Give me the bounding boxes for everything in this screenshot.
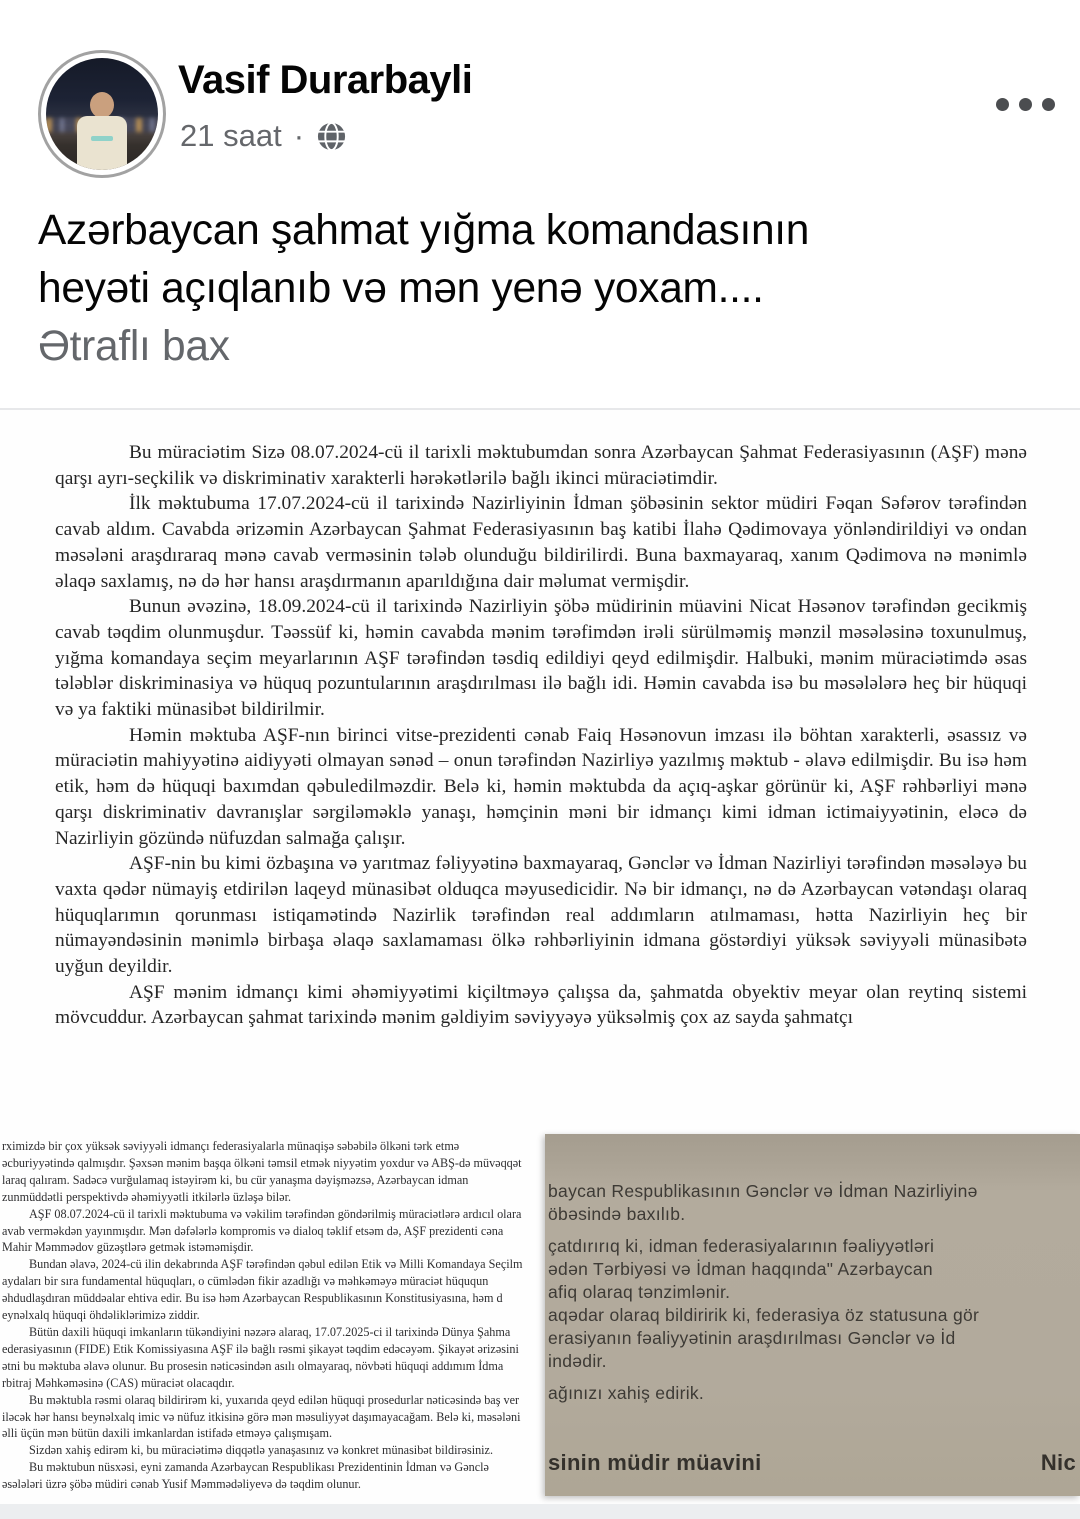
letter-line: ederasiyasının (FIDE) Etik Komissiyasına AŞF ilə bağlı rəsmi şikayət təqdim edəcəyəm. Şikayət ərizəsini (2, 1341, 519, 1356)
letter-line: Bundan əlavə, 2024-cü ilin dekabrında AŞF tərəfindən qəbul edilən Etik və Milli Komandaya Seçilm (29, 1257, 523, 1272)
letter-paragraph: AŞF mənim idmançı kimi əhəmiyyətimi kiçiltməyə çalışsa da, şahmatda obyektiv meyar olan reytinq sistemi mövcuddur. Azərbaycan şahmat tarixində mənim gəldiyim səviyyəyə yüksəlmiş çox az sayda şahmatçı (55, 981, 1027, 1029)
public-globe-icon (316, 121, 347, 152)
letter-line: iləcək hər hansı beynəlxalq imic və nüfuz itkisinə görə mən məsuliyyət daşımayacağam. Belə ki, məsələni (2, 1409, 521, 1424)
see-more-link[interactable]: Ətraflı bax (38, 323, 230, 370)
letter-line: Bu məktubun nüsxəsi, eyni zamanda Azərbaycan Respublikası Prezidentinin İdman və Gənclə (29, 1460, 489, 1475)
letter-paragraph: Həmin məktuba AŞF-nın birinci vitse-prezidenti cənab Faiq Həsənovun imzası ilə böhtan xarakterli, əsassız və müraciətin mahiyyətinə aidiyyəti olmayan sənəd – onun tərəfindən Nazirliyə yazılmış məktub - əlavə edilmişdir. Bu isə həm etik, həm də hüquqi baxımdan qəbuledilməzdir. Belə ki, həmin məktubda da açıq-aşkar görünür ki, AŞF rəhbərliyi mənə qarşı diskriminativ davranışlar sərgiləməklə yanaşı, həmçinin məni bir idmançı kimi idman ictimaiyyətinin, eləcə də Nazirliyin gözündə nüfuzdan salmağa çalışır. (55, 724, 1027, 849)
avatar[interactable] (38, 50, 166, 178)
letter-paragraph: Bunun əvəzinə, 18.09.2024-cü il tarixində Nazirliyin şöbə müdirinin müavini Nicat Həsənov tərəfindən gecikmiş cavab təqdim olunmuşdur. Təəssüf ki, həmin cavabda mənim tərəfimdən irəli sürülməmiş mənzil məsələsinə toxunulmuş, yığma komandaya seçim meyarlarının AŞF tərəfindən təsdiq edildiyi qeyd edilmişdir. Halbuki, mənim müraciətimdə əsas tələblər diskriminasiya və hüquq pozuntularının araşdırılması ilə bağlı idi. Həmin cavabda isə bu məsələlərə heç bir hüquqi və ya faktiki münasibət bildirilmir. (55, 596, 1027, 721)
letter-paragraph: Bu müraciətim Sizə 08.07.2024-cü il tarixli məktubumdan sonra Azərbaycan Şahmat Federasiyasının (AŞF) mənə qarşı ayrı-seçkilik və diskriminativ xarakterli hərəkətlərilə bağlı ikinci müraciətimdir. (55, 442, 1027, 489)
letter-paragraph: AŞF-nin bu kimi özbaşına və yarıtmaz fəliyyətinə baxmayaraq, Gənclər və İdman Nazirliyi tərəfindən məsələyə bu vaxta qədər nümayiş etdirilən laqeyd münasibət olduqca məyusedicidir. Nə bir idmançı, nə də Azərbaycan vətəndaşı olaraq hüquqlarımın qorunması istiqamətində Nazirlik tərəfindən real addımların atılmaması, hətta Nazirliyin heç bir nümayəndəsinin mənimlə birbaşa əlaqə saxlamaması ölkə rəhbərliyinin idmana göstərdiyi yüksək səviyyəli münasibətə uyğun deyildir. (55, 853, 1027, 978)
timestamp[interactable]: 21 saat (180, 118, 282, 153)
person-shirt-print-decoration (91, 136, 113, 141)
reply-line: öbəsində baxılıb. (548, 1204, 686, 1224)
letter-line: ətni bu məktuba əlavə olunur. Bu prosesin nəticəsindən asılı olmayaraq, növbəti hüquqi addımım İdma (2, 1358, 504, 1373)
letter-page-2 (2, 1138, 547, 1500)
letter-line: zunmüddətli perspektivdə əhəmiyyətli itkilərlə üzləşə bilər. (2, 1189, 292, 1204)
reply-line: erasiyanın fəaliyyətinin araşdırılması Gənclər və İd (548, 1328, 956, 1348)
reply-letter-text (548, 1180, 1080, 1405)
reply-line: afiq olaraq tənzimlənir. (548, 1282, 731, 1302)
letter-line: AŞF 08.07.2024-cü il tarixli məktubuma və vəkilim tərəfindən göndərilmiş müraciətlərə ardıcıl olara (29, 1206, 522, 1221)
letter-line: Mahir Məmmədov güzəştlərə getmək istəməmişdir. (2, 1240, 254, 1255)
reply-signature-title: sinin müdir müavini (548, 1450, 762, 1475)
author-name[interactable]: Vasif Durarbayli (178, 58, 473, 102)
letter-line: eynəlxalq hüquqi öhdəliklərimizə ziddir. (2, 1308, 200, 1323)
letter-line: əcburiyyətində qalmışdır. Şəxsən mənim başqa ölkəni təmsil etmək niyyətim yoxdur və ABŞ-də müvəqqət (2, 1155, 522, 1170)
page-background-strip (0, 1504, 1080, 1519)
reply-line: indədir. (548, 1351, 607, 1371)
reply-letter-photo (545, 1134, 1080, 1496)
letter-line: Bütün daxili hüquqi imkanların tükəndiyini nəzərə alaraq, 17.07.2025-ci il tarixində Dünya Şahma (29, 1324, 511, 1339)
letter-line: əhdudlaşdıran müddəalar ehtiva edir. Bu isə həm Azərbaycan Respublikasının Konstitusiyasına, həm d (2, 1291, 503, 1306)
letter-paragraph: İlk məktubuma 17.07.2024-cü il tarixində Nazirliyinin İdman şöbəsinin sektor müdiri Fəqan Səfərov tərəfindən cavab aldım. Cavabda ərizəmin Azərbaycan Şahmat Federasiyasının baş katibi İlahə Qədimovaya yönləndirildiyi və ondan məsələni araşdıraraq mənə cavab verməsinin tələb olunduğu bildirilirdi. Buna baxmayaraq, xanım Qədimova nə mənimlə əlaqə saxlamış, nə də hər hansı araşdırmanın aparıldığına dair məlumat vermişdir. (55, 493, 1027, 592)
post-meta (180, 118, 347, 154)
letter-line: rximizdə bir çox yüksək səviyyəli idmançı federasiyalarla münaqişə səbəbilə ölkəni tərk etmə (2, 1139, 460, 1153)
reply-signature-row (548, 1450, 1076, 1476)
attachment-image[interactable] (0, 410, 1080, 1505)
person-head-decoration (90, 92, 114, 118)
reply-line: baycan Respublikasının Gənclər və İdman Nazirliyinə (548, 1181, 978, 1201)
post-body-line1: Azərbaycan şahmat yığma komandasının (38, 207, 810, 254)
letter-line: əsələləri üzrə şöbə müdiri cənab Yusif Məmmədəliyevə də təqdim olunur. (2, 1477, 361, 1492)
avatar-photo (46, 58, 158, 170)
post-body-line2: heyəti açıqlanıb və mən yenə yoxam.... (38, 265, 764, 312)
reply-signature-name: Nic (1040, 1450, 1076, 1475)
meta-separator: · (293, 118, 305, 153)
post-options-icon[interactable] (990, 92, 1061, 117)
post-body (38, 202, 1048, 376)
letter-line: laraq qalıram. Sadəcə vurğulamaq istəyirəm ki, bu cür yanaşma dəyişməzsə, Azərbaycan idman (2, 1172, 469, 1187)
letter-line: rbitraj Məhkəməsinə (CAS) müraciət olacaqdır. (2, 1375, 235, 1390)
reply-line: aqədar olaraq bildiririk ki, federasiya öz statusuna gör (548, 1305, 980, 1325)
letter-line: əlli üçün mən bütün daxili imkanlardan istifadə etməyə çalışmışam. (2, 1426, 332, 1441)
letter-line: aydaları bir sıra fundamental hüquqları, o cümlədən fikir azadlığı və məhkəməyə müraciət hüququn (2, 1274, 489, 1289)
letter-line: avab verməkdən yayınmışdır. Mən dəfələrlə kompromis və dialoq təklif etsəm də, AŞF prezidenti cəna (2, 1223, 504, 1238)
person-body-decoration (77, 116, 127, 170)
reply-line: ədən Tərbiyəsi və İdman haqqında" Azərbaycan (548, 1259, 933, 1279)
letter-page-1 (55, 440, 1027, 1031)
reply-line: çatdırırıq ki, idman federasiyalarının fəaliyyətləri (548, 1236, 935, 1256)
letter-line: Sizdən xahiş edirəm ki, bu müraciətimə diqqətlə yanaşasınız və konkret münasibət bildirəsiniz. (29, 1443, 494, 1458)
letter-line: Bu məktubla rəsmi olaraq bildirirəm ki, yuxarıda qeyd edilən hüquqi prosedurlar nəticəsində baş ver (29, 1392, 520, 1407)
reply-line: ağınızı xahiş edirik. (548, 1383, 705, 1403)
